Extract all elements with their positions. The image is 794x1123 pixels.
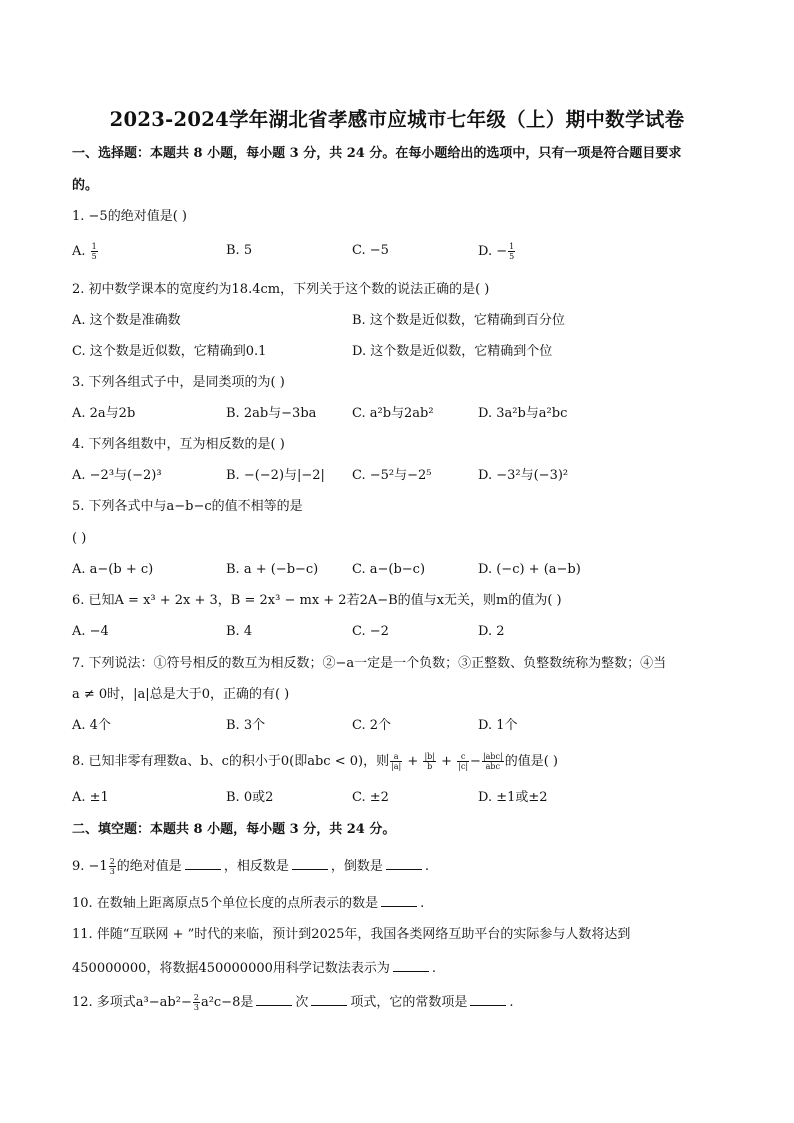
q7-option-c: C. 2个 bbox=[352, 718, 392, 733]
q8-fraction-4: $\frac{\text{|abc|}}{\text{abc}}$ bbox=[482, 752, 503, 771]
q7-option-b: B. 3个 bbox=[226, 718, 266, 733]
page-title: 2023-2024学年湖北省孝感市应城市七年级（上）期中数学试卷 bbox=[109, 108, 685, 131]
q3-stem: 3. 下列各组式子中，是同类项的为( ) bbox=[72, 375, 285, 390]
q5-option-a: A. a−(b + c) bbox=[72, 562, 154, 577]
q3-options bbox=[72, 405, 732, 423]
q1-a-fraction: $\frac{1}{5}$ bbox=[91, 242, 97, 261]
q4-stem: 4. 下列各组数中，互为相反数的是( ) bbox=[72, 437, 285, 452]
q1-option-a: A. $\frac{1}{5}$ bbox=[72, 242, 97, 261]
q8-fraction-2: $\frac{|b|}{b}$ bbox=[424, 752, 435, 771]
q8-fraction-3: $\frac{c}{|c|}$ bbox=[458, 752, 469, 771]
section1-heading: 一、选择题：本题共 8 小题，每小题 3 分，共 24 分。在每小题给出的选项中，只有一项是符合题目要求 bbox=[72, 146, 682, 161]
q4-option-a: A. −2³与(−2)³ bbox=[72, 468, 162, 483]
q2-option-c: C. 这个数是近似数，它精确到0.1 bbox=[72, 344, 267, 359]
q7-option-a: A. 4个 bbox=[72, 718, 111, 733]
q12-blank-2[interactable] bbox=[311, 992, 347, 1006]
q4-option-c: C. −5²与−2⁵ bbox=[352, 468, 432, 483]
section2-heading: 二、填空题：本题共 8 小题，每小题 3 分，共 24 分。 bbox=[72, 822, 396, 837]
q12-blank-1[interactable] bbox=[256, 992, 292, 1006]
q6-option-b: B. 4 bbox=[226, 624, 253, 639]
q2-option-d: D. 这个数是近似数，它精确到个位 bbox=[352, 344, 553, 359]
q5-options bbox=[72, 561, 732, 579]
q9-blank-1[interactable] bbox=[185, 856, 221, 870]
q8-option-d: D. ±1或±2 bbox=[478, 790, 548, 805]
q6-options bbox=[72, 623, 732, 641]
q9-stem: 9. −1 $\frac{2}{3}$ 的绝对值是 ，相反数是 ，倒数是 . bbox=[72, 857, 429, 876]
q2-option-b: B. 这个数是近似数，它精确到百分位 bbox=[352, 313, 565, 328]
q2-option-a: A. 这个数是准确数 bbox=[72, 313, 181, 328]
q3-option-c: C. a²b与2ab² bbox=[352, 406, 434, 421]
q7-stem-cont: a ≠ 0时，|a|总是大于0，正确的有( ) bbox=[72, 687, 290, 702]
q4-option-b: B. −(−2)与|−2| bbox=[226, 468, 325, 483]
q12-fraction: $\frac{2}{3}$ bbox=[193, 993, 199, 1012]
q11-stem: 11. 伴随“互联网 + ”时代的来临，预计到2025年，我国各类网络互助平台的实际参与人数将达到 bbox=[72, 927, 631, 942]
section1-heading-cont: 的。 bbox=[72, 178, 99, 193]
q2-options-row1 bbox=[72, 312, 732, 330]
q6-option-d: D. 2 bbox=[478, 624, 505, 639]
q8-options bbox=[72, 789, 732, 807]
q6-option-a: A. −4 bbox=[72, 624, 109, 639]
q3-option-a: A. 2a与2b bbox=[72, 406, 136, 421]
q1-option-c: C. −5 bbox=[352, 243, 389, 258]
q3-option-d: D. 3a²b与a²bc bbox=[478, 406, 568, 421]
q11-blank[interactable] bbox=[393, 958, 429, 972]
q12-stem: 12. 多项式a³−ab²− $\frac{2}{3}$ a²c−8是 次 项式，它的常数项是 . bbox=[72, 993, 514, 1012]
q9-fraction: $\frac{2}{3}$ bbox=[109, 857, 115, 876]
q1-d-fraction: $\frac{1}{5}$ bbox=[509, 242, 515, 261]
q10-stem: 10. 在数轴上距离原点5个单位长度的点所表示的数是 . bbox=[72, 893, 424, 913]
q5-option-d: D. (−c) + (a−b) bbox=[478, 562, 581, 577]
q4-options bbox=[72, 467, 732, 485]
q1-options bbox=[72, 242, 732, 260]
q9-blank-2[interactable] bbox=[292, 856, 328, 870]
q10-blank[interactable] bbox=[381, 893, 417, 907]
q7-options bbox=[72, 717, 732, 735]
q1-stem: 1. −5的绝对值是( ) bbox=[72, 209, 187, 224]
q5-stem-cont: ( ) bbox=[72, 531, 87, 546]
q8-fraction-1: $\frac{a}{|a|}$ bbox=[391, 752, 402, 771]
q8-option-c: C. ±2 bbox=[352, 790, 389, 805]
q5-option-c: C. a−(b−c) bbox=[352, 562, 426, 577]
q2-options-row2 bbox=[72, 343, 732, 361]
q1-option-d: D. − $\frac{1}{5}$ bbox=[478, 242, 515, 261]
q7-option-d: D. 1个 bbox=[478, 718, 518, 733]
q1-option-b: B. 5 bbox=[226, 243, 253, 258]
q6-option-c: C. −2 bbox=[352, 624, 389, 639]
q8-stem: 8. 已知非零有理数a、b、c的积小于0(即abc < 0)，则 $\frac{a}{|a|}$ + $\frac{|b|}{b}$ + $\frac{c}{|c|}$ − $\frac{\text{|abc|}}{\text{abc}}$ 的值是( ) bbox=[72, 752, 558, 771]
q2-stem: 2. 初中数学课本的宽度约为18.4cm，下列关于这个数的说法正确的是( ) bbox=[72, 282, 490, 297]
q8-option-a: A. ±1 bbox=[72, 790, 109, 805]
q5-stem: 5. 下列各式中与a−b−c的值不相等的是 bbox=[72, 499, 303, 514]
q4-option-d: D. −3²与(−3)² bbox=[478, 468, 569, 483]
q7-stem: 7. 下列说法：①符号相反的数互为相反数；②−a一定是一个负数；③正整数、负整数统称为整数；④当 bbox=[72, 656, 667, 671]
q3-option-b: B. 2ab与−3ba bbox=[226, 406, 317, 421]
q8-option-b: B. 0或2 bbox=[226, 790, 274, 805]
q5-option-b: B. a + (−b−c) bbox=[226, 562, 319, 577]
q12-blank-3[interactable] bbox=[470, 992, 506, 1006]
q6-stem: 6. 已知A = x³ + 2x + 3，B = 2x³ − mx + 2若2A−B的值与x无关，则m的值为( ) bbox=[72, 593, 562, 608]
q11-stem-cont: 450000000，将数据450000000用科学记数法表示为 . bbox=[72, 958, 436, 978]
q9-blank-3[interactable] bbox=[386, 856, 422, 870]
